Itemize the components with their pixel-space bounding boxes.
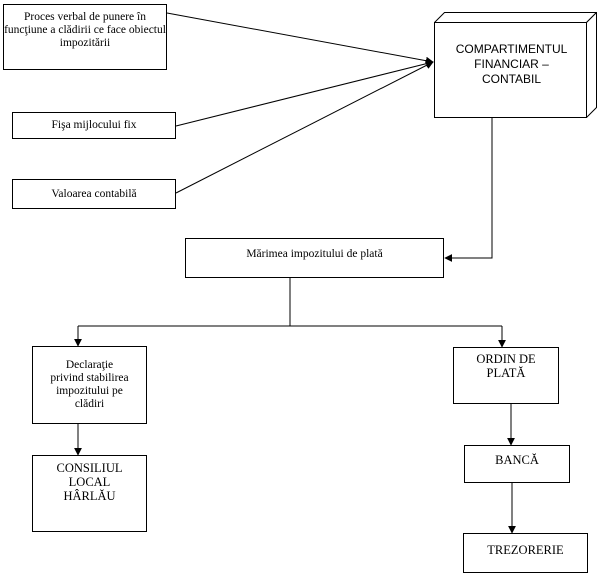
node-banca xyxy=(464,445,570,483)
node-marimea-label: Mărimea impozitului de plată xyxy=(246,248,383,260)
node-trezorerie-label: TREZORERIE xyxy=(487,543,564,557)
node-declaratie xyxy=(32,346,147,424)
node-banca-label: BANCĂ xyxy=(495,453,539,467)
edge-compartiment-to-marimea xyxy=(445,118,492,258)
edge-valoarea-to-compartiment xyxy=(176,62,433,193)
edge-fisa-to-compartiment xyxy=(176,62,433,126)
node-valoarea-contabila xyxy=(12,179,176,209)
node-trezorerie xyxy=(463,533,588,573)
node-ordin-label: ORDIN DE PLATĂ xyxy=(476,352,536,380)
node-fisa-mijlocului-fix xyxy=(12,112,176,139)
node-declaratie-label: Declaraţie privind stabilirea impozitului pe clădiri xyxy=(50,359,129,410)
node-marimea-impozitului xyxy=(185,238,444,278)
node-proces-verbal-label: Proces verbal de punere în funcţiune a clădirii ce face obiectul impozitării xyxy=(4,11,166,49)
node-consiliul-label: CONSILIUL LOCAL HÂRLĂU xyxy=(56,461,123,503)
node-fisa-label: Fişa mijlocului fix xyxy=(51,119,137,131)
node-compartiment-label: COMPARTIMENTUL FINANCIAR – CONTABIL xyxy=(455,42,568,86)
node-ordin-de-plata xyxy=(453,347,559,404)
node-compartiment-financiar-contabil xyxy=(434,12,597,118)
node-valoarea-label: Valoarea contabilă xyxy=(51,187,137,200)
edge-proces-to-compartiment xyxy=(167,13,433,62)
node-proces-verbal xyxy=(3,4,167,70)
node-consiliul-local xyxy=(32,455,147,532)
